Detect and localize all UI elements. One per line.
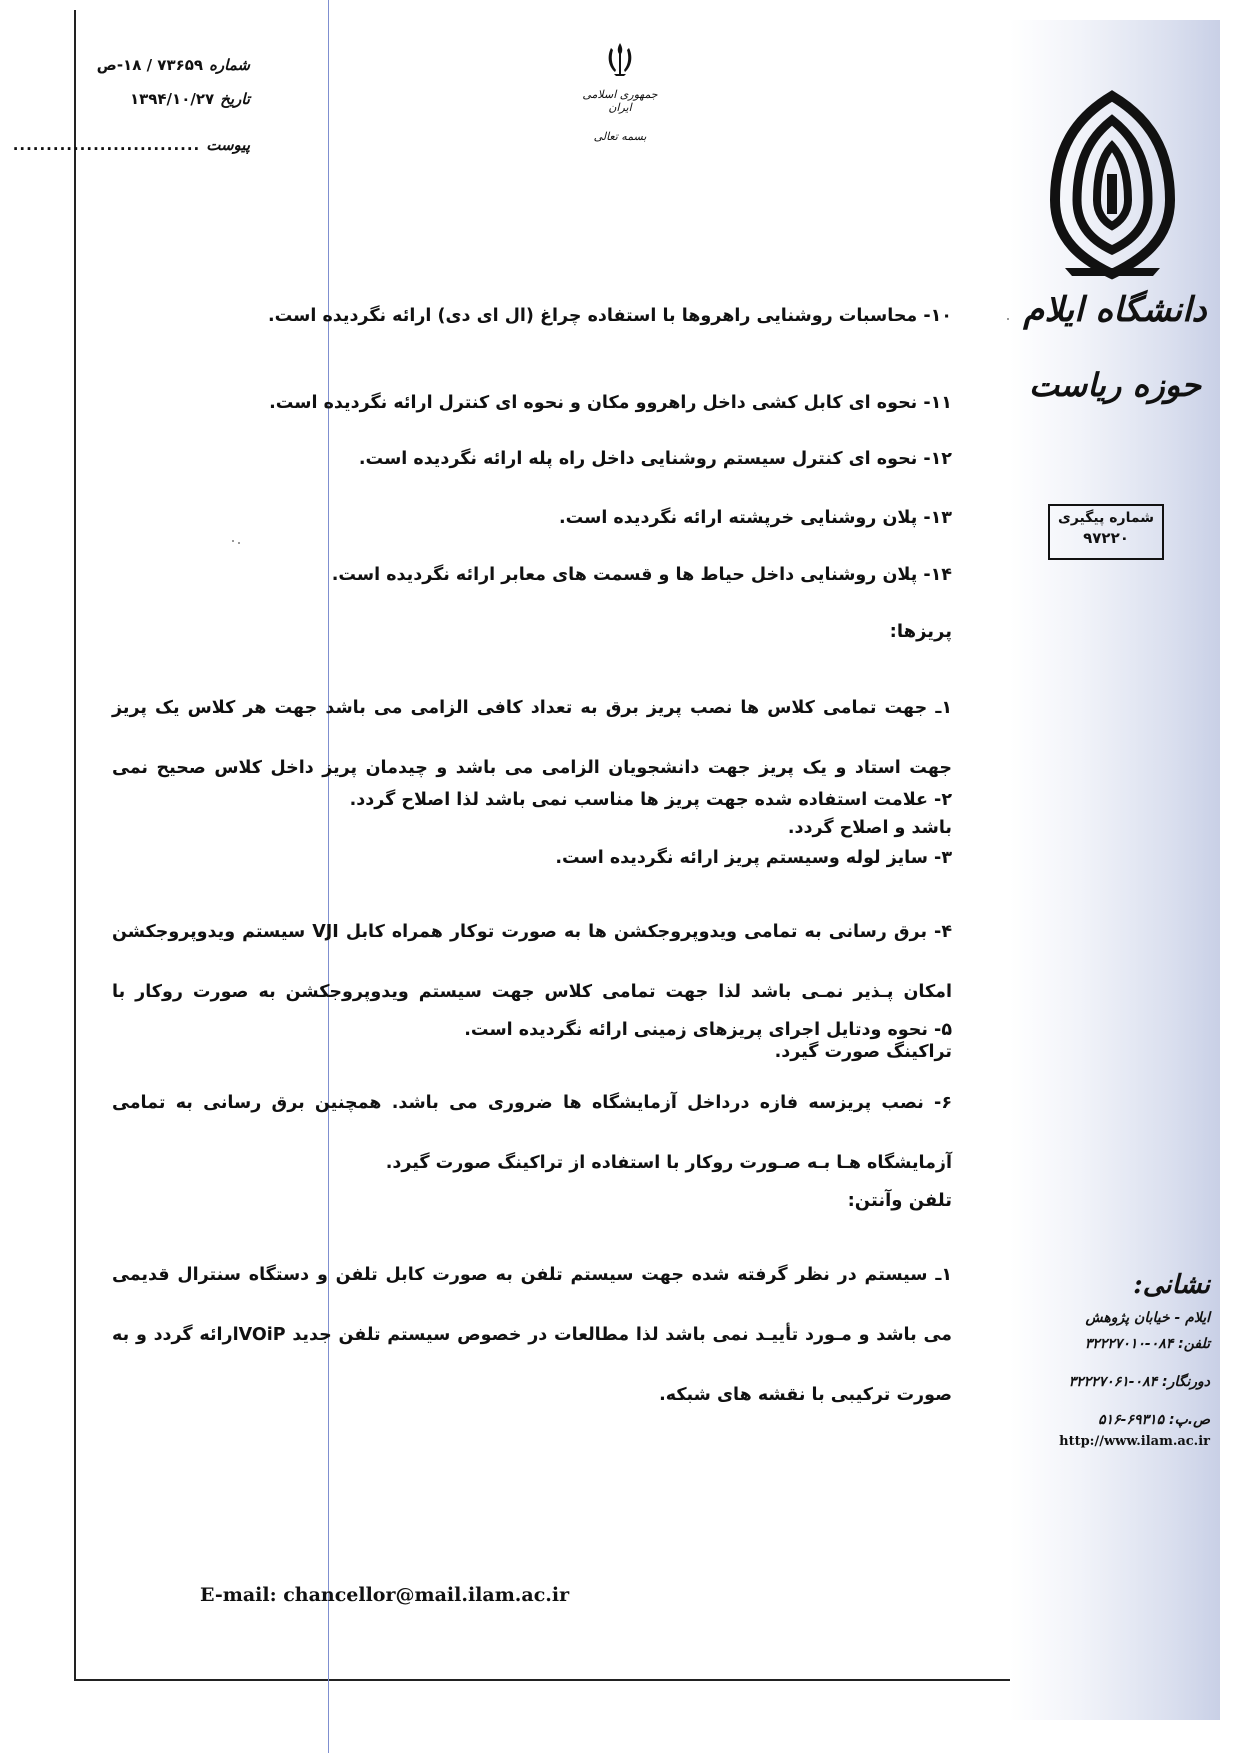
letter-date-field — [130, 90, 250, 108]
lighting-item-12: ۱۲- نحوه ای کنترل سیستم روشنایی داخل راه پله ارائه نگردیده است. — [358, 449, 952, 469]
socket-item-2: ۲- علامت استفاده شده جهت پریز ها مناسب نمی باشد لذا اصلاح گردد. — [349, 790, 952, 810]
email-address[interactable]: E-mail: chancellor@mail.ilam.ac.ir — [200, 1584, 570, 1606]
lighting-item-11: ۱۱- نحوه ای کابل کشی داخل راهروو مکان و نحوه ای کنترل ارائه نگردیده است. — [269, 393, 952, 413]
lighting-item-14: ۱۴- پلان روشنایی داخل حیاط ها و قسمت های معابر ارائه نگردیده است. — [331, 565, 952, 585]
address-line: ایلام - خیابان پژوهش — [1085, 1310, 1210, 1326]
po-box-line: ص.پ: ۶۹۳۱۵-۵۱۶ — [1098, 1412, 1210, 1428]
letter-attachment-field — [13, 136, 250, 154]
socket-item-3: ۳- سایز لوله وسیستم پریز ارائه نگردیده است. — [555, 848, 952, 868]
letter-attachment-label: پیوست — [206, 136, 250, 154]
phone-line: تلفن: ۰۸۴-۳۲۲۲۷۰۱۰ — [1084, 1336, 1210, 1352]
socket-item-1: ۱ـ جهت تمامی کلاس ها نصب پریز برق به تعداد کافی الزامی می باشد جهت هر کلاس یک پریز جهت استاد و یک پریز جهت دانشجویان الزامی می باشد و چیدمان پریز داخل کلاس صحیح نمی باشد و اصلاح گردد. — [112, 698, 952, 838]
letter-number-value: ۷۳۶۵۹ / ۱۸-ص — [96, 56, 204, 74]
national-emblem — [570, 40, 670, 143]
lighting-item-13: ۱۳- پلان روشنایی خرپشته ارائه نگردیده است. — [558, 508, 952, 528]
letter-number-field — [97, 56, 250, 74]
iran-emblem-icon — [603, 40, 637, 78]
tracking-number: ۹۷۲۲۰ — [1083, 529, 1129, 547]
socket-item-6: ۶- نصب پریزسه فازه درداخل آزمایشگاه ها ضروری می باشد. همچنین برق رسانی به تمامی آزمایشگاه هـا بـه صـورت روکار با استفاده از تراکینگ صورت گیرد. — [112, 1093, 952, 1173]
tracking-number-box — [1048, 504, 1164, 560]
scan-speck — [1007, 318, 1009, 320]
scan-line — [328, 0, 329, 1753]
website-link[interactable]: http://www.ilam.ac.ir — [1059, 1434, 1210, 1449]
fax-line: دورنگار: ۰۸۴-۳۲۲۲۷۰۶۱ — [1068, 1374, 1210, 1390]
letter-attachment-value: ............................ — [12, 136, 201, 154]
phone-item-1: ۱ـ سیستم در نظر گرفته شده جهت سیستم تلفن به صورت کابل تلفن و دستگاه سنترال قدیمی می باشد و مـورد تأییـد نمی باشد لذا مطالعات در خصوص سیستم تلفن جدید VOiPارائه گردد و به صورت ترکیبی با نقشه های شبکه. — [112, 1265, 952, 1405]
office-name: حوزه ریاست — [1028, 366, 1201, 404]
bismillah-caption: بسمه تعالی — [593, 130, 647, 143]
tracking-label: شماره پیگیری — [1058, 510, 1154, 526]
lighting-item-10: ۱۰- محاسبات روشنایی راهروها با استفاده چراغ (ال ای دی) ارائه نگردیده است. — [267, 306, 952, 326]
page-border-left — [74, 10, 76, 1680]
emblem-caption: جمهوری اسلامی ایران — [582, 88, 658, 114]
contact-block — [1030, 1270, 1210, 1449]
socket-item-4: ۴- برق رسانی به تمامی ویدوپروجکشن ها به صورت توکار همراه کابل VJI سیستم ویدوپروجکشن امکان پـذیر نمـی باشد لذا جهت تمامی کلاس جهت سیستم ویدوپروجکشن به صورت روکار با تراکینگ صورت گیرد. — [112, 922, 953, 1062]
letter-date-label: تاریخ — [220, 90, 250, 108]
scan-speck — [238, 542, 240, 544]
letter-number-label: شماره — [209, 56, 250, 74]
letter-date-value: ۱۳۹۴/۱۰/۲۷ — [129, 90, 215, 108]
scan-speck — [232, 540, 234, 542]
university-logo-icon — [1045, 90, 1180, 280]
phone-antenna-heading: تلفن وآنتن: — [847, 1190, 952, 1211]
address-heading: نشانی: — [1133, 1270, 1210, 1300]
university-name: دانشگاه ایلام — [1023, 290, 1207, 330]
socket-item-5: ۵- نحوه ودتایل اجرای پریزهای زمینی ارائه نگردیده است. — [464, 1020, 952, 1040]
sockets-heading: پریزها: — [889, 621, 952, 642]
